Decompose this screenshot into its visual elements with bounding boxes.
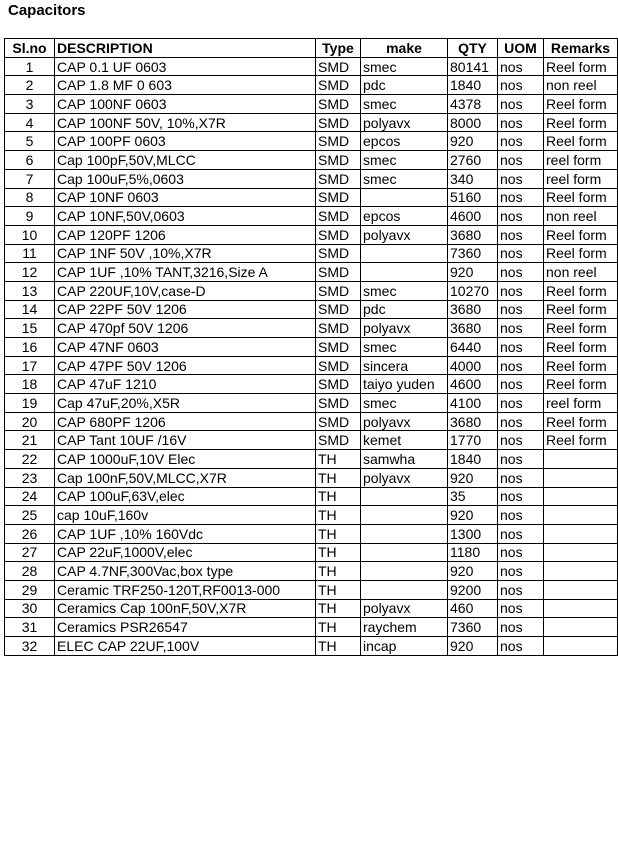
cell-qty: 8000 <box>448 113 498 132</box>
cell-description: CAP 100NF 0603 <box>55 95 316 114</box>
table-row <box>5 618 618 637</box>
cell-qty: 4378 <box>448 95 498 114</box>
cell-slno: 4 <box>5 113 55 132</box>
cell-remarks: non reel <box>544 263 618 282</box>
cell-slno: 3 <box>5 95 55 114</box>
table-row <box>5 468 618 487</box>
cell-uom: nos <box>498 356 544 375</box>
cell-make <box>361 487 448 506</box>
cell-type: TH <box>316 450 361 469</box>
cell-uom: nos <box>498 188 544 207</box>
cell-type: TH <box>316 487 361 506</box>
cell-type: SMD <box>316 281 361 300</box>
cell-slno: 12 <box>5 263 55 282</box>
cell-uom: nos <box>498 76 544 95</box>
cell-type: SMD <box>316 95 361 114</box>
cell-make: taiyo yuden <box>361 375 448 394</box>
table-row <box>5 394 618 413</box>
cell-slno: 30 <box>5 599 55 618</box>
cell-make: epcos <box>361 207 448 226</box>
cell-remarks: Reel form <box>544 338 618 357</box>
cell-uom: nos <box>498 319 544 338</box>
cell-remarks: Reel form <box>544 95 618 114</box>
cell-description: CAP 0.1 UF 0603 <box>55 57 316 76</box>
table-row <box>5 580 618 599</box>
cell-uom: nos <box>498 618 544 637</box>
cell-remarks: Reel form <box>544 375 618 394</box>
cell-make <box>361 524 448 543</box>
cell-remarks <box>544 562 618 581</box>
cell-type: SMD <box>316 76 361 95</box>
cell-type: SMD <box>316 263 361 282</box>
cell-remarks: non reel <box>544 76 618 95</box>
cell-remarks <box>544 450 618 469</box>
table-row <box>5 169 618 188</box>
cell-make <box>361 506 448 525</box>
cell-description: CAP Tant 10UF /16V <box>55 431 316 450</box>
cell-make <box>361 263 448 282</box>
cell-type: SMD <box>316 356 361 375</box>
table-row <box>5 599 618 618</box>
cell-description: Cap 100uF,5%,0603 <box>55 169 316 188</box>
cell-slno: 32 <box>5 637 55 656</box>
cell-slno: 19 <box>5 394 55 413</box>
cell-type: TH <box>316 599 361 618</box>
cell-make: smec <box>361 338 448 357</box>
cell-make: smec <box>361 57 448 76</box>
cell-qty: 1770 <box>448 431 498 450</box>
table-row <box>5 319 618 338</box>
cell-remarks: Reel form <box>544 319 618 338</box>
table-row <box>5 244 618 263</box>
cell-qty: 4600 <box>448 375 498 394</box>
cell-remarks: Reel form <box>544 356 618 375</box>
cell-qty: 4000 <box>448 356 498 375</box>
table-row <box>5 431 618 450</box>
cell-type: SMD <box>316 207 361 226</box>
cell-description: CAP 47PF 50V 1206 <box>55 356 316 375</box>
cell-qty: 920 <box>448 263 498 282</box>
cell-slno: 26 <box>5 524 55 543</box>
cell-qty: 920 <box>448 132 498 151</box>
cell-uom: nos <box>498 450 544 469</box>
table-row <box>5 543 618 562</box>
cell-slno: 2 <box>5 76 55 95</box>
cell-description: CAP 4.7NF,300Vac,box type <box>55 562 316 581</box>
cell-description: cap 10uF,160v <box>55 506 316 525</box>
cell-type: SMD <box>316 169 361 188</box>
cell-description: Cap 100pF,50V,MLCC <box>55 151 316 170</box>
cell-type: SMD <box>316 319 361 338</box>
cell-remarks: Reel form <box>544 57 618 76</box>
cell-make: polyavx <box>361 113 448 132</box>
cell-qty: 6440 <box>448 338 498 357</box>
table-row <box>5 207 618 226</box>
column-header-remarks: Remarks <box>544 39 618 58</box>
cell-make: smec <box>361 95 448 114</box>
cell-qty: 920 <box>448 637 498 656</box>
cell-slno: 9 <box>5 207 55 226</box>
cell-make: polyavx <box>361 412 448 431</box>
cell-remarks <box>544 543 618 562</box>
cell-uom: nos <box>498 207 544 226</box>
table-row <box>5 562 618 581</box>
cell-type: TH <box>316 543 361 562</box>
cell-qty: 4100 <box>448 394 498 413</box>
cell-type: TH <box>316 468 361 487</box>
cell-uom: nos <box>498 431 544 450</box>
cell-make: pdc <box>361 76 448 95</box>
cell-qty: 920 <box>448 506 498 525</box>
cell-qty: 2760 <box>448 151 498 170</box>
table-body <box>5 57 618 655</box>
cell-type: SMD <box>316 132 361 151</box>
cell-qty: 920 <box>448 468 498 487</box>
table-row <box>5 225 618 244</box>
cell-qty: 4600 <box>448 207 498 226</box>
cell-remarks: Reel form <box>544 188 618 207</box>
cell-qty: 9200 <box>448 580 498 599</box>
column-header-description: DESCRIPTION <box>55 39 316 58</box>
cell-make: smec <box>361 151 448 170</box>
cell-slno: 17 <box>5 356 55 375</box>
cell-uom: nos <box>498 580 544 599</box>
cell-slno: 28 <box>5 562 55 581</box>
cell-type: SMD <box>316 431 361 450</box>
cell-slno: 7 <box>5 169 55 188</box>
cell-qty: 340 <box>448 169 498 188</box>
cell-make <box>361 562 448 581</box>
cell-description: CAP 47uF 1210 <box>55 375 316 394</box>
table-row <box>5 281 618 300</box>
cell-type: SMD <box>316 225 361 244</box>
capacitor-table <box>4 38 618 656</box>
cell-slno: 18 <box>5 375 55 394</box>
cell-qty: 1840 <box>448 450 498 469</box>
cell-type: TH <box>316 524 361 543</box>
cell-type: SMD <box>316 151 361 170</box>
cell-remarks: Reel form <box>544 300 618 319</box>
column-header-type: Type <box>316 39 361 58</box>
cell-remarks: reel form <box>544 169 618 188</box>
table-row <box>5 338 618 357</box>
cell-description: Cap 47uF,20%,X5R <box>55 394 316 413</box>
cell-make <box>361 543 448 562</box>
cell-uom: nos <box>498 300 544 319</box>
table-row <box>5 637 618 656</box>
cell-make: sincera <box>361 356 448 375</box>
cell-uom: nos <box>498 95 544 114</box>
cell-uom: nos <box>498 57 544 76</box>
cell-make: kemet <box>361 431 448 450</box>
cell-uom: nos <box>498 412 544 431</box>
cell-description: CAP 100uF,63V,elec <box>55 487 316 506</box>
cell-remarks: Reel form <box>544 431 618 450</box>
cell-description: CAP 22uF,1000V,elec <box>55 543 316 562</box>
cell-qty: 7360 <box>448 244 498 263</box>
cell-make: polyavx <box>361 599 448 618</box>
column-header-uom: UOM <box>498 39 544 58</box>
cell-make: smec <box>361 394 448 413</box>
cell-qty: 80141 <box>448 57 498 76</box>
cell-make: raychem <box>361 618 448 637</box>
cell-remarks: non reel <box>544 207 618 226</box>
cell-remarks <box>544 506 618 525</box>
cell-type: SMD <box>316 375 361 394</box>
cell-make: smec <box>361 281 448 300</box>
cell-remarks: Reel form <box>544 113 618 132</box>
cell-remarks <box>544 599 618 618</box>
cell-slno: 16 <box>5 338 55 357</box>
cell-slno: 10 <box>5 225 55 244</box>
cell-type: TH <box>316 506 361 525</box>
table-row <box>5 356 618 375</box>
cell-remarks <box>544 468 618 487</box>
table-row <box>5 113 618 132</box>
cell-qty: 3680 <box>448 319 498 338</box>
table-row <box>5 412 618 431</box>
cell-slno: 8 <box>5 188 55 207</box>
cell-uom: nos <box>498 132 544 151</box>
cell-remarks: Reel form <box>544 281 618 300</box>
cell-slno: 1 <box>5 57 55 76</box>
cell-uom: nos <box>498 151 544 170</box>
cell-remarks <box>544 637 618 656</box>
cell-remarks <box>544 524 618 543</box>
cell-make: polyavx <box>361 319 448 338</box>
cell-description: CAP 1NF 50V ,10%,X7R <box>55 244 316 263</box>
cell-remarks: Reel form <box>544 132 618 151</box>
cell-qty: 3680 <box>448 225 498 244</box>
table-row <box>5 95 618 114</box>
cell-type: SMD <box>316 244 361 263</box>
cell-qty: 3680 <box>448 300 498 319</box>
cell-make <box>361 244 448 263</box>
cell-description: Ceramic TRF250-120T,RF0013-000 <box>55 580 316 599</box>
cell-uom: nos <box>498 244 544 263</box>
cell-description: CAP 22PF 50V 1206 <box>55 300 316 319</box>
column-header-slno: Sl.no <box>5 39 55 58</box>
cell-description: CAP 1UF ,10% TANT,3216,Size A <box>55 263 316 282</box>
cell-make: polyavx <box>361 225 448 244</box>
cell-description: CAP 220UF,10V,case-D <box>55 281 316 300</box>
cell-make: smec <box>361 169 448 188</box>
cell-slno: 27 <box>5 543 55 562</box>
cell-description: CAP 10NF,50V,0603 <box>55 207 316 226</box>
cell-uom: nos <box>498 524 544 543</box>
table-row <box>5 450 618 469</box>
cell-remarks: Reel form <box>544 225 618 244</box>
cell-uom: nos <box>498 562 544 581</box>
cell-uom: nos <box>498 263 544 282</box>
table-row <box>5 524 618 543</box>
cell-remarks <box>544 618 618 637</box>
header-row <box>5 39 618 58</box>
cell-slno: 25 <box>5 506 55 525</box>
cell-make: epcos <box>361 132 448 151</box>
cell-slno: 21 <box>5 431 55 450</box>
cell-description: Ceramics PSR26547 <box>55 618 316 637</box>
cell-make: polyavx <box>361 468 448 487</box>
cell-description: ELEC CAP 22UF,100V <box>55 637 316 656</box>
cell-slno: 6 <box>5 151 55 170</box>
table-row <box>5 151 618 170</box>
cell-remarks: reel form <box>544 394 618 413</box>
table-row <box>5 57 618 76</box>
cell-qty: 7360 <box>448 618 498 637</box>
cell-remarks: Reel form <box>544 244 618 263</box>
table-row <box>5 132 618 151</box>
cell-description: CAP 120PF 1206 <box>55 225 316 244</box>
cell-description: CAP 1000uF,10V Elec <box>55 450 316 469</box>
cell-slno: 14 <box>5 300 55 319</box>
cell-description: CAP 1.8 MF 0 603 <box>55 76 316 95</box>
cell-make <box>361 188 448 207</box>
cell-type: TH <box>316 637 361 656</box>
column-header-qty: QTY <box>448 39 498 58</box>
cell-type: SMD <box>316 300 361 319</box>
cell-type: SMD <box>316 113 361 132</box>
cell-description: Ceramics Cap 100nF,50V,X7R <box>55 599 316 618</box>
cell-type: SMD <box>316 412 361 431</box>
cell-uom: nos <box>498 375 544 394</box>
cell-uom: nos <box>498 394 544 413</box>
cell-slno: 15 <box>5 319 55 338</box>
cell-uom: nos <box>498 113 544 132</box>
table-row <box>5 375 618 394</box>
table-row <box>5 263 618 282</box>
cell-type: TH <box>316 580 361 599</box>
cell-uom: nos <box>498 543 544 562</box>
cell-remarks: Reel form <box>544 412 618 431</box>
page-title: Capacitors <box>8 2 86 19</box>
cell-qty: 1180 <box>448 543 498 562</box>
cell-make: samwha <box>361 450 448 469</box>
cell-description: CAP 1UF ,10% 160Vdc <box>55 524 316 543</box>
cell-uom: nos <box>498 487 544 506</box>
table-row <box>5 188 618 207</box>
cell-description: CAP 680PF 1206 <box>55 412 316 431</box>
cell-uom: nos <box>498 281 544 300</box>
cell-slno: 24 <box>5 487 55 506</box>
cell-type: SMD <box>316 57 361 76</box>
cell-qty: 10270 <box>448 281 498 300</box>
cell-uom: nos <box>498 637 544 656</box>
table-row <box>5 300 618 319</box>
cell-slno: 13 <box>5 281 55 300</box>
cell-slno: 22 <box>5 450 55 469</box>
cell-type: SMD <box>316 338 361 357</box>
table-row <box>5 506 618 525</box>
cell-description: CAP 470pf 50V 1206 <box>55 319 316 338</box>
cell-slno: 5 <box>5 132 55 151</box>
cell-qty: 1840 <box>448 76 498 95</box>
cell-uom: nos <box>498 169 544 188</box>
cell-slno: 31 <box>5 618 55 637</box>
cell-description: CAP 100NF 50V, 10%,X7R <box>55 113 316 132</box>
cell-description: CAP 10NF 0603 <box>55 188 316 207</box>
cell-qty: 920 <box>448 562 498 581</box>
cell-make: incap <box>361 637 448 656</box>
cell-type: TH <box>316 618 361 637</box>
cell-remarks <box>544 580 618 599</box>
cell-slno: 11 <box>5 244 55 263</box>
cell-make: pdc <box>361 300 448 319</box>
cell-description: Cap 100nF,50V,MLCC,X7R <box>55 468 316 487</box>
cell-remarks: reel form <box>544 151 618 170</box>
cell-make <box>361 580 448 599</box>
cell-qty: 460 <box>448 599 498 618</box>
cell-slno: 23 <box>5 468 55 487</box>
cell-uom: nos <box>498 506 544 525</box>
cell-uom: nos <box>498 599 544 618</box>
cell-description: CAP 100PF 0603 <box>55 132 316 151</box>
table-row <box>5 76 618 95</box>
cell-qty: 35 <box>448 487 498 506</box>
cell-uom: nos <box>498 225 544 244</box>
table-row <box>5 487 618 506</box>
cell-uom: nos <box>498 468 544 487</box>
cell-slno: 29 <box>5 580 55 599</box>
cell-uom: nos <box>498 338 544 357</box>
cell-type: TH <box>316 562 361 581</box>
cell-remarks <box>544 487 618 506</box>
column-header-make: make <box>361 39 448 58</box>
cell-qty: 5160 <box>448 188 498 207</box>
cell-slno: 20 <box>5 412 55 431</box>
cell-qty: 1300 <box>448 524 498 543</box>
cell-type: SMD <box>316 394 361 413</box>
cell-qty: 3680 <box>448 412 498 431</box>
cell-description: CAP 47NF 0603 <box>55 338 316 357</box>
cell-type: SMD <box>316 188 361 207</box>
